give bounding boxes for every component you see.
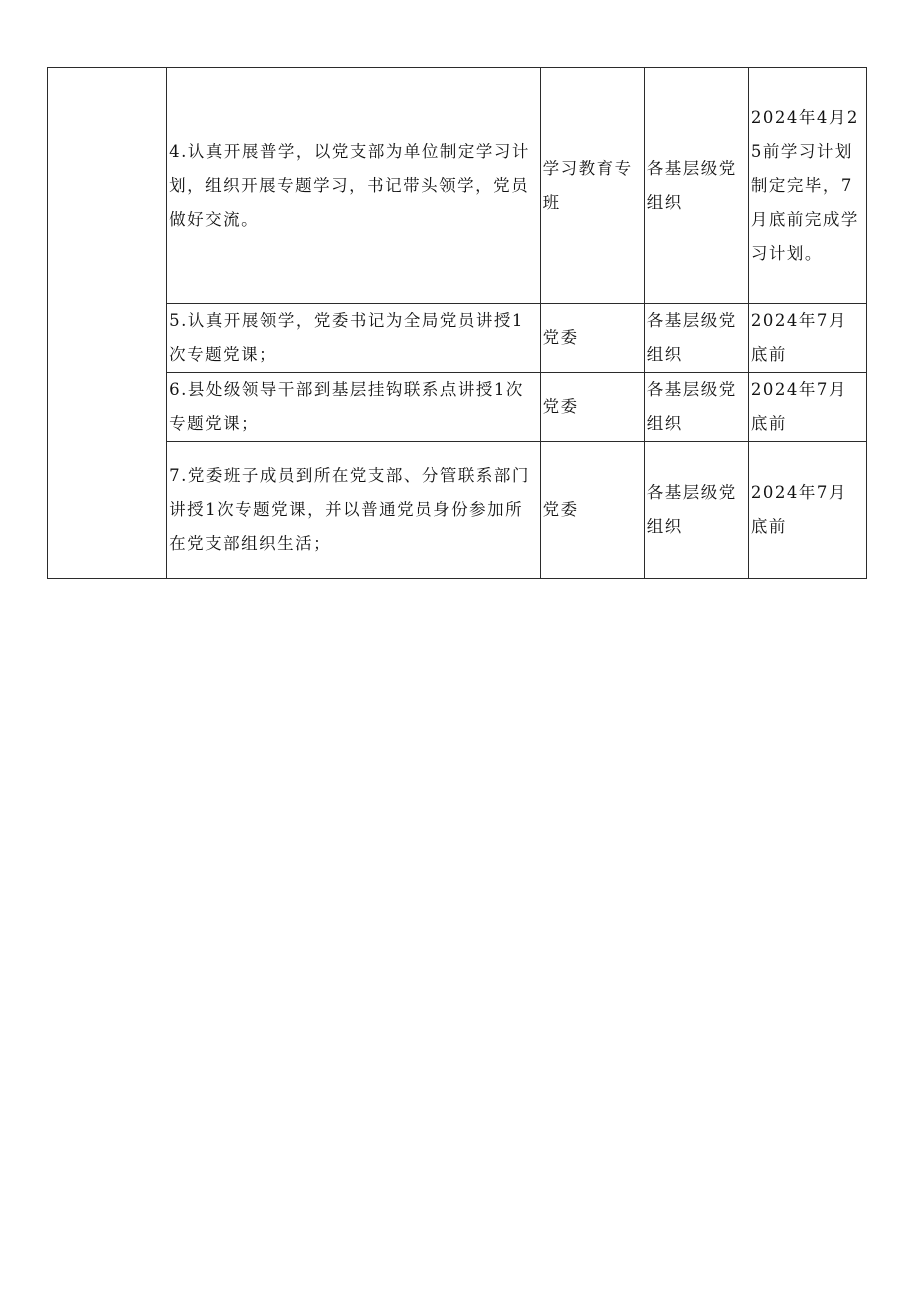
lead-cell: 党委 xyxy=(540,442,644,579)
deadline-cell: 2024年7月底前 xyxy=(748,304,866,373)
responsible-cell: 各基层级党组织 xyxy=(644,304,748,373)
table-row xyxy=(48,68,867,304)
table-row xyxy=(48,373,867,442)
table-row xyxy=(48,442,867,579)
task-cell: 4.认真开展普学，以党支部为单位制定学习计划，组织开展专题学习，书记带头领学，党员做好交流。 xyxy=(167,68,540,304)
responsible-cell: 各基层级党组织 xyxy=(644,373,748,442)
task-cell: 7.党委班子成员到所在党支部、分管联系部门讲授1次专题党课，并以普通党员身份参加所在党支部组织生活； xyxy=(167,442,540,579)
lead-cell: 学习教育专班 xyxy=(540,68,644,304)
deadline-cell: 2024年7月底前 xyxy=(748,373,866,442)
task-table xyxy=(47,67,867,579)
task-cell: 6.县处级领导干部到基层挂钩联系点讲授1次专题党课； xyxy=(167,373,540,442)
lead-cell: 党委 xyxy=(540,304,644,373)
deadline-cell: 2024年7月底前 xyxy=(748,442,866,579)
responsible-cell: 各基层级党组织 xyxy=(644,68,748,304)
category-cell xyxy=(48,68,167,579)
lead-cell: 党委 xyxy=(540,373,644,442)
deadline-cell: 2024年4月25前学习计划制定完毕，7月底前完成学习计划。 xyxy=(748,68,866,304)
table-row xyxy=(48,304,867,373)
task-cell: 5.认真开展领学，党委书记为全局党员讲授1次专题党课； xyxy=(167,304,540,373)
responsible-cell: 各基层级党组织 xyxy=(644,442,748,579)
